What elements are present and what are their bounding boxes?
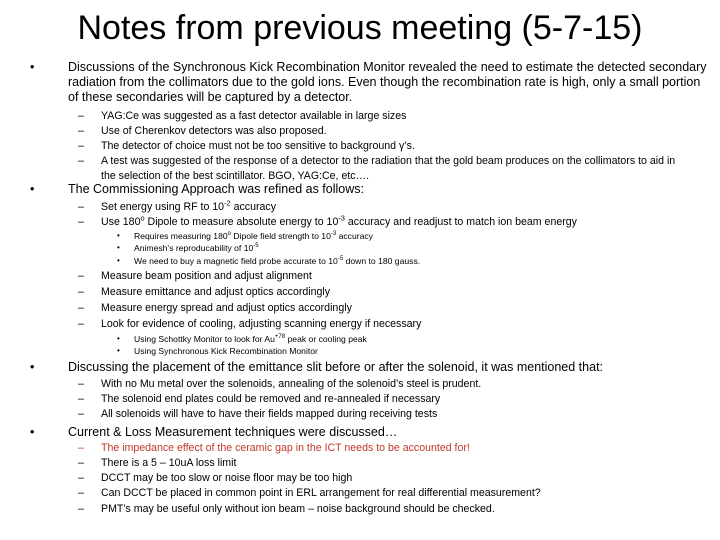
sub-item-text: DCCT may be too slow or noise floor may be too high	[101, 472, 353, 484]
sub-item	[78, 392, 691, 407]
dash-icon: –	[78, 155, 84, 167]
sub-item-text: PMT’s may be useful only without ion beam – noise background should be checked.	[101, 503, 495, 515]
sub-item	[78, 215, 691, 230]
dash-icon: –	[78, 302, 84, 314]
sub-item	[78, 154, 691, 184]
dash-icon: –	[78, 125, 84, 137]
sub-item-text: Measure energy spread and adjust optics accordingly	[101, 302, 352, 314]
sub-item	[78, 377, 691, 392]
sub-item-text: All solenoids will have to have their fields mapped during receiving tests	[101, 408, 438, 420]
sub-item-text: Measure emittance and adjust optics accordingly	[101, 286, 331, 298]
sub-sub-item-text: Requires measuring 180$^o$ Dipole field strength to $10^{-3}$ accuracy	[134, 231, 373, 241]
sub-item-text: YAG:Ce was suggested as a fast detector available in large sizes	[101, 110, 407, 122]
sub-item	[78, 139, 691, 154]
dash-icon: –	[78, 503, 84, 515]
sub-sub-item	[117, 230, 373, 242]
sub-item	[78, 124, 691, 139]
sub-sub-item	[117, 242, 259, 254]
sub-item	[78, 471, 691, 486]
sub-item	[78, 486, 691, 501]
sub-sub-item	[117, 333, 367, 345]
sub-item	[78, 200, 691, 215]
bullet-icon: •	[30, 182, 35, 196]
bullet-text: Discussing the placement of the emittance slit before or after the solenoid, it was mentioned that:	[68, 360, 604, 374]
dash-icon: –	[78, 286, 84, 298]
sub-item-text: With no Mu metal over the solenoids, annealing of the solenoid’s steel is prudent.	[101, 378, 482, 390]
bullet-current-loss	[30, 425, 708, 440]
dash-icon: –	[78, 487, 84, 499]
dash-icon: –	[78, 216, 84, 228]
sub-sub-item	[117, 255, 420, 267]
sub-item-text: There is a 5 – 10uA loss limit	[101, 457, 237, 469]
sub-item-text: The detector of choice must not be too sensitive to background γ’s.	[101, 140, 415, 152]
sub-item	[78, 109, 691, 124]
sub-item-text: A test was suggested of the response of a detector to the radiation that the gold beam produces on the collimators to aid in the selection of the best scintillator. BGO, YAG:Ce, etc….	[101, 155, 676, 182]
dash-icon: –	[78, 318, 84, 330]
dash-icon: –	[78, 201, 84, 213]
sub-item-text: The impedance effect of the ceramic gap in the ICT needs to be accounted for!	[101, 442, 470, 454]
sub-item-text: Set energy using RF to $10^{-2}$ accuracy	[101, 198, 277, 213]
sub-sub-item-text: We need to buy a magnetic field probe accurate to $10^{-5}$ down to 180 gauss.	[134, 256, 421, 266]
bullet-icon: •	[117, 231, 120, 240]
sub-item	[78, 269, 691, 284]
dash-icon: –	[78, 393, 84, 405]
bullet-icon: •	[30, 60, 35, 74]
dash-icon: –	[78, 140, 84, 152]
dash-icon: –	[78, 442, 84, 454]
sub-item-text: Measure beam position and adjust alignment	[101, 270, 312, 282]
sub-item	[78, 407, 691, 422]
bullet-icon: •	[117, 334, 120, 343]
sub-item-text: Use of Cherenkov detectors was also proposed.	[101, 125, 327, 137]
sub-item	[78, 456, 691, 471]
sub-item	[78, 285, 691, 300]
bullet-icon: •	[30, 360, 35, 374]
sub-item-text: The solenoid end plates could be removed and re-annealed if necessary	[101, 393, 441, 405]
bullet-synchronous-kick	[30, 60, 708, 105]
bullet-icon: •	[30, 425, 35, 439]
sub-item-text: Can DCCT be placed in common point in ERL arrangement for real differential measurement?	[101, 487, 541, 499]
sub-item	[78, 317, 691, 332]
sub-item-text: Use 180$^o$ Dipole to measure absolute energy to $10^{-3}$ accuracy and readjust to match ion beam energy	[101, 213, 577, 228]
dash-icon: –	[78, 457, 84, 469]
sub-sub-item-text: Animesh’s reproducability of $10^{-5}$	[134, 243, 259, 253]
dash-icon: –	[78, 378, 84, 390]
sub-item	[78, 502, 691, 517]
sub-sub-item	[117, 345, 318, 357]
bullet-text: Current & Loss Measurement techniques were discussed…	[68, 425, 398, 439]
bullet-text: Discussions of the Synchronous Kick Recombination Monitor revealed the need to estimate the detected secondary radiation from the collimators due to the gold ions. Even though the recombination rate is high, only a small portion of these secondaries will be captured by a detector.	[68, 60, 707, 104]
bullet-icon: •	[117, 243, 120, 252]
sub-sub-item-text: Using Schottky Monitor to look for $Au^{+78}$ peak or cooling peak	[134, 334, 367, 344]
sub-item-text: Look for evidence of cooling, adjusting scanning energy if necessary	[101, 318, 422, 330]
slide-title: Notes from previous meeting (5-7-15)	[77, 9, 643, 47]
bullet-emittance-slit	[30, 360, 708, 375]
bullet-commissioning	[30, 182, 708, 197]
dash-icon: –	[78, 472, 84, 484]
sub-item-highlight	[78, 441, 691, 456]
dash-icon: –	[78, 270, 84, 282]
bullet-text: The Commissioning Approach was refined as follows:	[68, 182, 364, 196]
sub-item	[78, 301, 691, 316]
sub-sub-item-text: Using Synchronous Kick Recombination Monitor	[134, 346, 318, 356]
bullet-icon: •	[117, 346, 120, 355]
dash-icon: –	[78, 408, 84, 420]
bullet-icon: •	[117, 256, 120, 265]
dash-icon: –	[78, 110, 84, 122]
